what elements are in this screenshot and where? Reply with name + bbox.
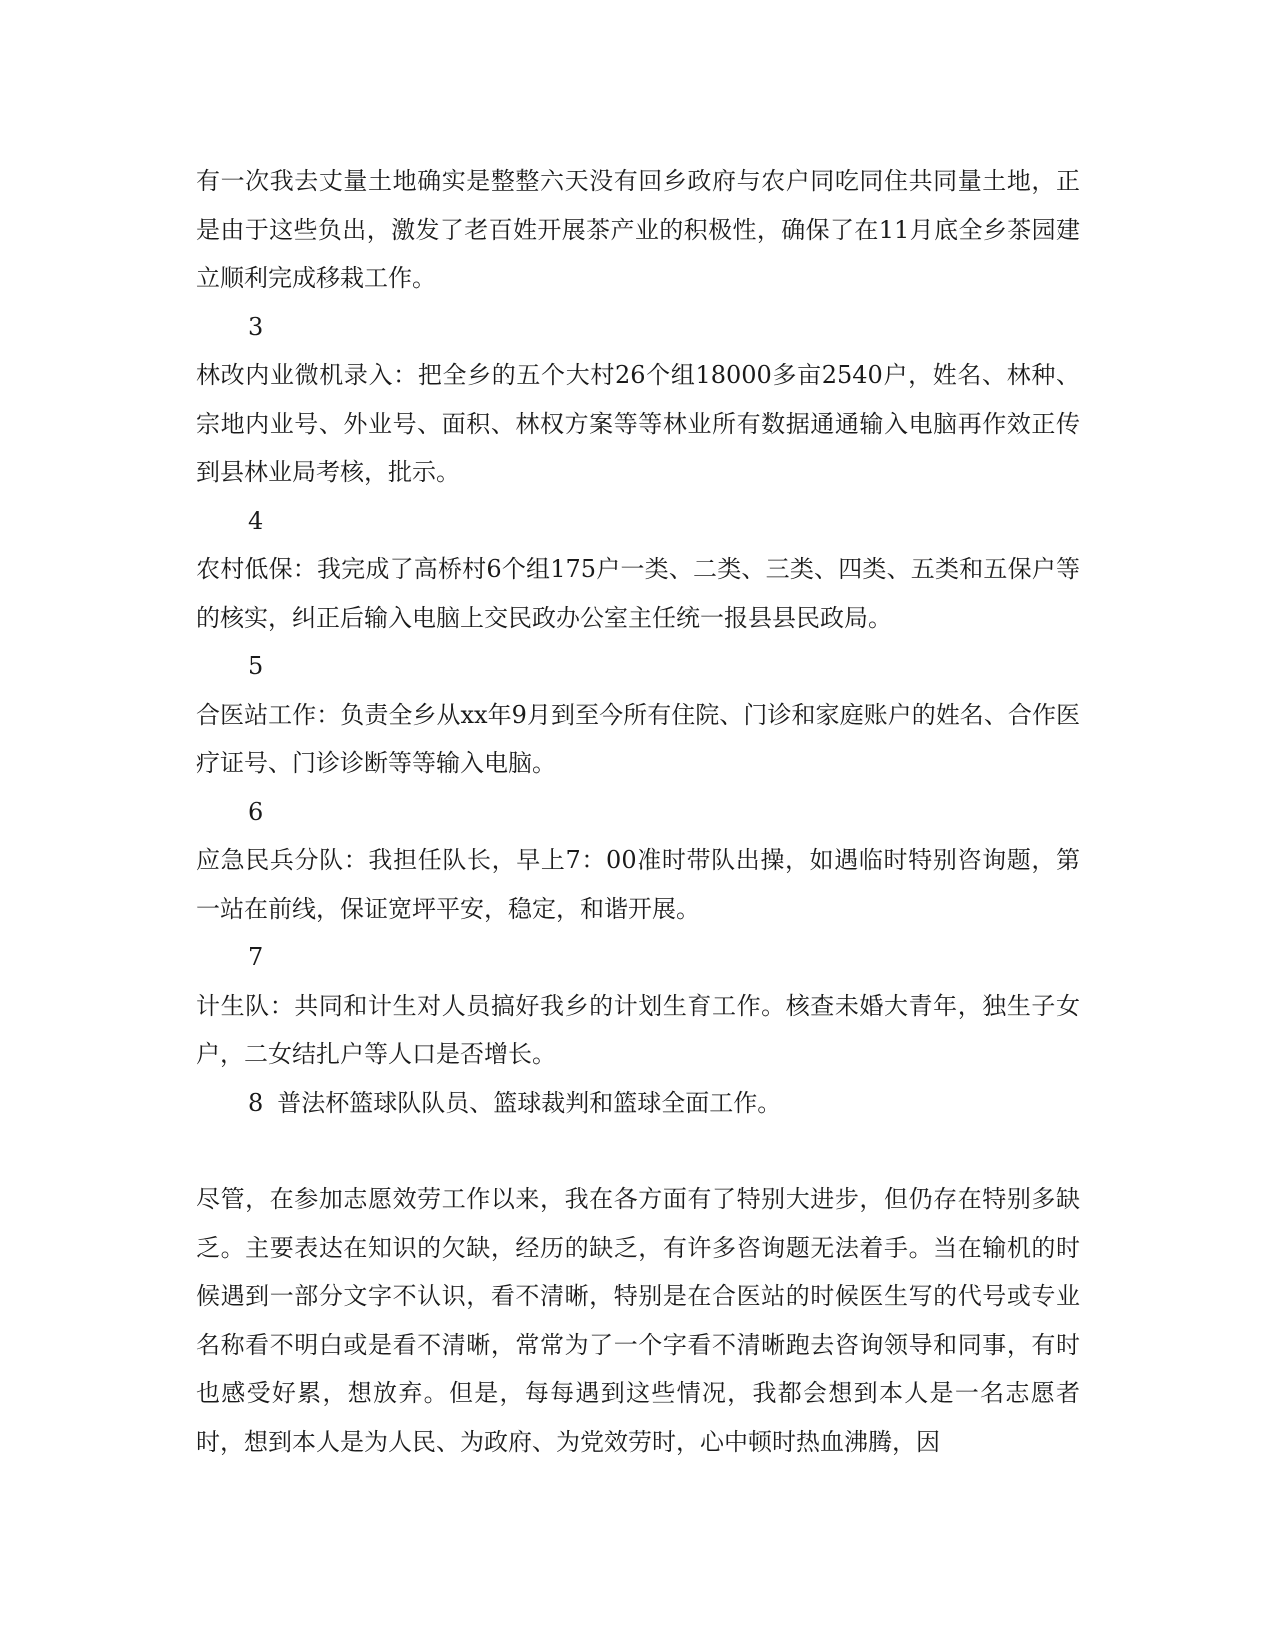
paragraph-gap [196,1127,1080,1175]
item-number: 8 [248,1088,264,1117]
closing-paragraph: 尽管，在参加志愿效劳工作以来，我在各方面有了特别大进步，但仍存在特别多缺乏。主要表达在知识的欠缺，经历的缺乏，有许多咨询题无法着手。当在输机的时候遇到一部分文字不认识，看不清晰，特别是在合医站的时候医生写的代号或专业名称看不明白或是看不清晰，常常为了一个字看不清晰跑去咨询领导和同事，有时也感受好累，想放弃。但是，每每遇到这些情况，我都会想到本人是一名志愿者时，想到本人是为人民、为政府、为党效劳时，心中顿时热血沸腾，因 [196,1185,1080,1456]
item-paragraph: 林改内业微机录入：把全乡的五个大村26个组18000多亩2540户，姓名、林种、宗地内业号、外业号、面积、林权方案等等林业所有数据通通输入电脑再作效正传到县林业局考核，批示。 [196,361,1080,486]
document-page [196,157,1080,1466]
item-number: 3 [248,312,264,341]
item-paragraph: 应急民兵分队：我担任队长，早上7：00准时带队出操，如遇临时特别咨询题，第一站在前线，保证宽坪平安，稳定，和谐开展。 [196,846,1080,923]
item-paragraph: 计生队：共同和计生对人员搞好我乡的计划生育工作。核查未婚大青年，独生子女户，二女结扎户等人口是否增长。 [196,991,1080,1068]
item-number: 7 [248,943,264,971]
item-number: 4 [248,506,264,535]
intro-paragraph: 有一次我去丈量土地确实是整整六天没有回乡政府与农户同吃同住共同量土地，正是由于这些负出，激发了老百姓开展茶产业的积极性，确保了在11月底全乡茶园建立顺利完成移栽工作。 [196,167,1080,292]
item-8-line [196,1079,1080,1128]
item-paragraph: 农村低保：我完成了高桥村6个组175户一类、二类、三类、四类、五类和五保户等的核实，纠正后输入电脑上交民政办公室主任统一报县县民政局。 [196,555,1080,632]
item-number: 6 [248,797,264,826]
item-paragraph: 合医站工作：负责全乡从xx年9月到至今所有住院、门诊和家庭账户的姓名、合作医疗证号、门诊诊断等等输入电脑。 [196,700,1080,777]
item-text: 普法杯篮球队队员、篮球裁判和篮球全面工作。 [277,1088,782,1117]
item-number: 5 [248,652,264,680]
